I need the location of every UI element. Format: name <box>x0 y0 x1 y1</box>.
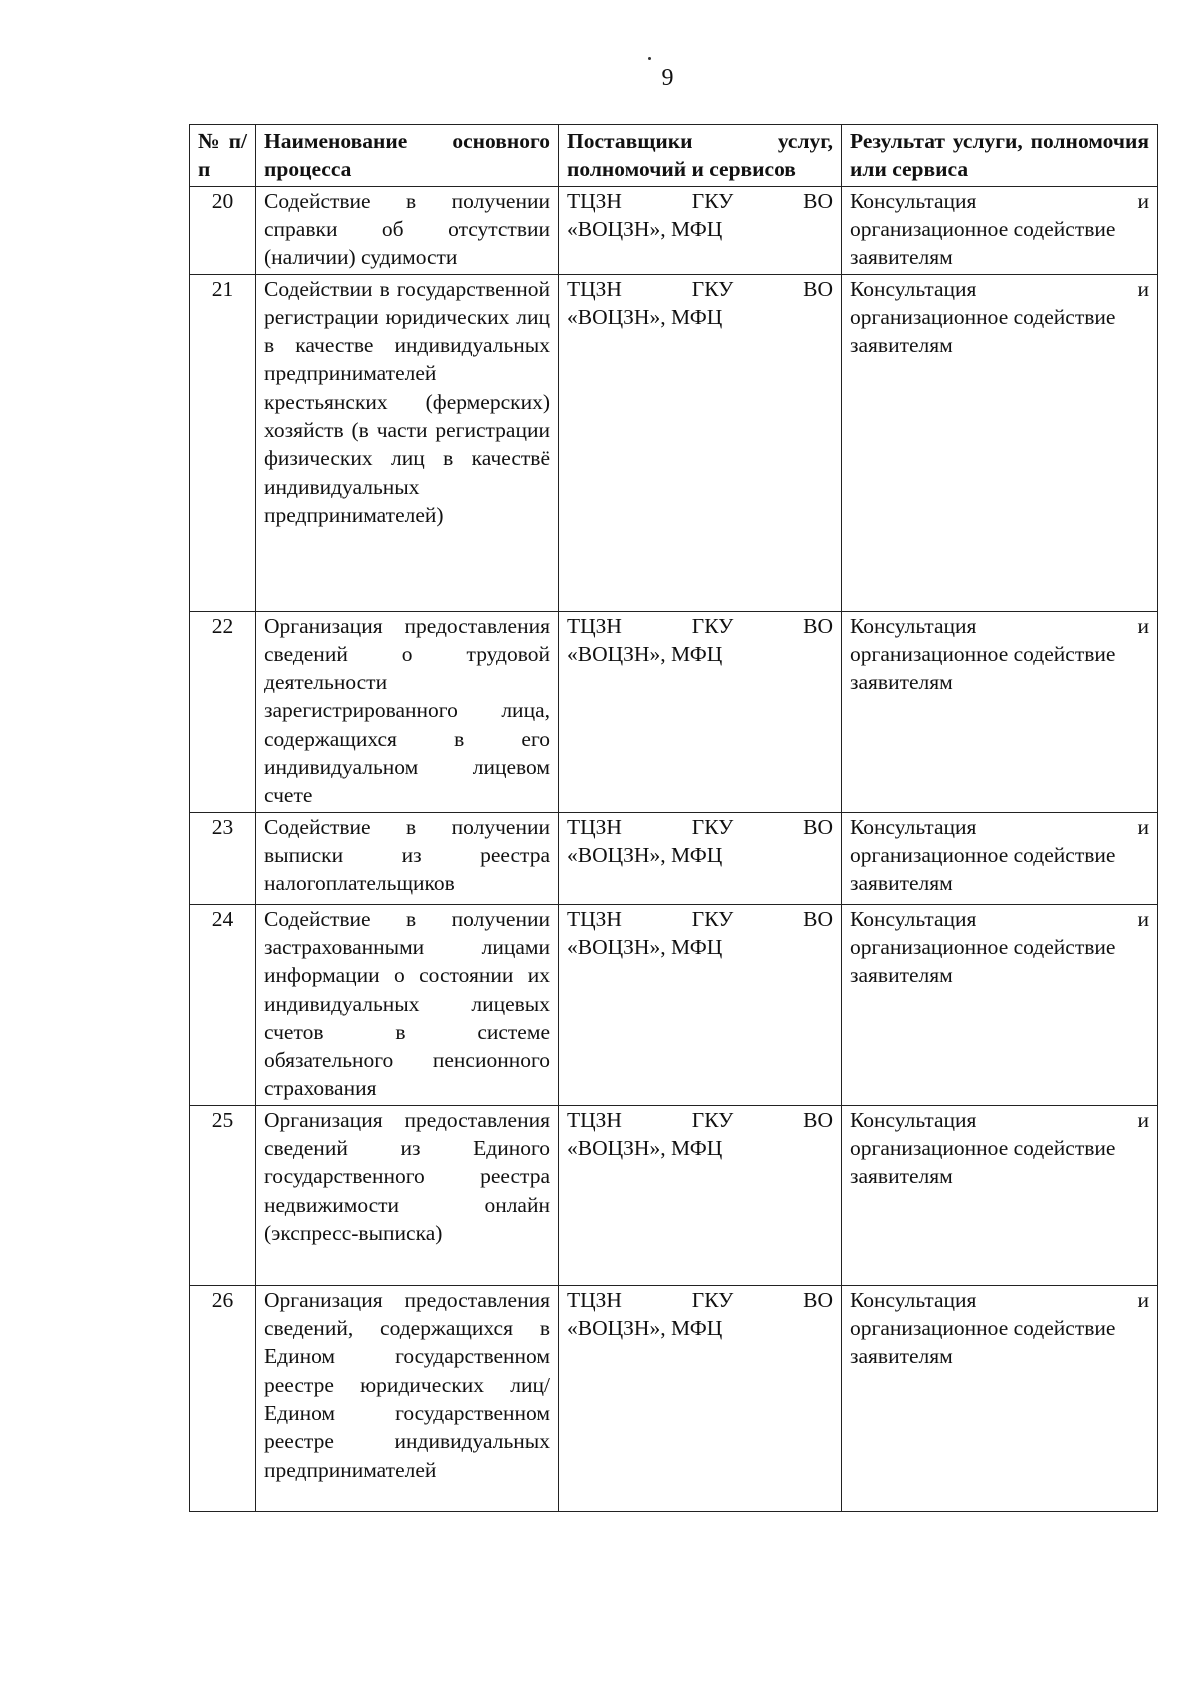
result-cell <box>842 274 1158 611</box>
result-text: организационное содействие заявителям <box>850 641 1116 695</box>
provider-word: ВО <box>803 814 833 839</box>
providers-line: «ВОЦЗН», МФЦ <box>567 641 723 666</box>
table-row <box>190 186 1158 274</box>
provider-word: ГКУ <box>691 188 734 213</box>
row-number: 23 <box>190 812 256 904</box>
process-name: Содействие в получении застрахованными лицами информации о состоянии их индивидуальных лицевых счетов в системе обязательного пенсионного страхования <box>256 904 559 1105</box>
provider-word: ВО <box>803 613 833 638</box>
result-word: и <box>1137 1107 1149 1132</box>
provider-word: ГКУ <box>691 1107 734 1132</box>
header-num: № п/п <box>190 125 256 187</box>
providers-cell <box>559 904 842 1105</box>
result-cell <box>842 1105 1158 1285</box>
row-number: 20 <box>190 186 256 274</box>
table-row <box>190 812 1158 904</box>
provider-word: ГКУ <box>691 1287 734 1312</box>
process-name: Организация предоставления сведений, содержащихся в Едином государственном реестре юридических лиц/Едином государственном реестре индивидуальных предпринимателей <box>256 1285 559 1511</box>
result-word: и <box>1137 613 1149 638</box>
provider-word: ТЦЗН <box>567 814 622 839</box>
provider-word: ГКУ <box>691 613 734 638</box>
providers-line: «ВОЦЗН», МФЦ <box>567 216 723 241</box>
table-row <box>190 904 1158 1105</box>
provider-word: ГКУ <box>691 906 734 931</box>
result-text: организационное содействие заявителям <box>850 304 1116 358</box>
providers-cell <box>559 186 842 274</box>
table-body <box>190 186 1158 1511</box>
result-word: Консультация <box>850 188 977 213</box>
result-cell <box>842 186 1158 274</box>
result-text: организационное содействие заявителям <box>850 1136 1116 1189</box>
result-cell <box>842 904 1158 1105</box>
result-text: организационное содействие заявителям <box>850 842 1116 896</box>
result-line <box>850 275 1149 303</box>
providers-line <box>567 275 833 303</box>
providers-cell <box>559 812 842 904</box>
result-text: организационное содействие заявителям <box>850 934 1116 988</box>
providers-line: «ВОЦЗН», МФЦ <box>567 304 723 329</box>
header-row <box>190 125 1158 187</box>
provider-word: ГКУ <box>691 814 734 839</box>
result-word: и <box>1137 814 1149 839</box>
result-word: и <box>1137 276 1149 301</box>
provider-word: ТЦЗН <box>567 1107 622 1132</box>
providers-line: «ВОЦЗН», МФЦ <box>567 934 723 959</box>
page-number: 9 <box>661 65 674 91</box>
result-line <box>850 187 1149 215</box>
provider-word: ВО <box>803 1107 833 1132</box>
result-word: Консультация <box>850 276 977 301</box>
process-name: Организация предоставления сведений из Единого государственного реестра недвижимости онлайн (экспресс-выписка) <box>256 1105 559 1285</box>
providers-line: «ВОЦЗН», МФЦ <box>567 842 723 867</box>
result-word: Консультация <box>850 814 977 839</box>
result-cell <box>842 611 1158 812</box>
providers-line: «ВОЦЗН», МФЦ <box>567 1316 723 1341</box>
table-row <box>190 1105 1158 1285</box>
result-line <box>850 1106 1149 1134</box>
row-number: 22 <box>190 611 256 812</box>
provider-word: ТЦЗН <box>567 276 622 301</box>
row-number: 25 <box>190 1105 256 1285</box>
result-word: Консультация <box>850 613 977 638</box>
providers-line <box>567 1286 833 1314</box>
providers-line <box>567 813 833 841</box>
result-line <box>850 905 1149 933</box>
result-word: Консультация <box>850 1107 977 1132</box>
provider-word: ГКУ <box>691 276 734 301</box>
table-header <box>190 125 1158 187</box>
scan-speck <box>648 57 651 60</box>
provider-word: ВО <box>803 1287 833 1312</box>
providers-line <box>567 1106 833 1134</box>
services-table <box>189 124 1158 1512</box>
provider-word: ВО <box>803 906 833 931</box>
table-row <box>190 1285 1158 1511</box>
result-text: организационное содействие заявителям <box>850 216 1116 270</box>
row-number: 24 <box>190 904 256 1105</box>
result-word: Консультация <box>850 1287 977 1312</box>
provider-word: ВО <box>803 188 833 213</box>
provider-word: ТЦЗН <box>567 188 622 213</box>
table-row <box>190 611 1158 812</box>
providers-cell <box>559 1105 842 1285</box>
providers-line <box>567 612 833 640</box>
process-name: Содействие в получении выписки из реестра налогоплательщиков <box>256 812 559 904</box>
providers-line: «ВОЦЗН», МФЦ <box>567 1136 723 1161</box>
providers-line <box>567 905 833 933</box>
providers-cell <box>559 1285 842 1511</box>
provider-word: ТЦЗН <box>567 1287 622 1312</box>
header-providers: Поставщики услуг, полномочий и сервисов <box>559 125 842 187</box>
provider-word: ВО <box>803 276 833 301</box>
result-text: организационное содействие заявителям <box>850 1316 1116 1369</box>
result-word: и <box>1137 188 1149 213</box>
process-name: Содействии в государственной регистрации юридических лиц в качестве индивидуальных предпринимателей крестьянских (фермерских) хозяйств (в части регистрации физических лиц в качествё индивидуальных предпринимателей) <box>256 274 559 611</box>
process-name: Организация предоставления сведений о трудовой деятельности зарегистрированного лица, содержащихся в его индивидуальном лицевом счете <box>256 611 559 812</box>
result-word: и <box>1137 906 1149 931</box>
provider-word: ТЦЗН <box>567 906 622 931</box>
table-row <box>190 274 1158 611</box>
result-line <box>850 1286 1149 1314</box>
result-word: Консультация <box>850 906 977 931</box>
result-cell <box>842 812 1158 904</box>
row-number: 26 <box>190 1285 256 1511</box>
result-word: и <box>1137 1287 1149 1312</box>
providers-line <box>567 187 833 215</box>
provider-word: ТЦЗН <box>567 613 622 638</box>
result-line <box>850 813 1149 841</box>
header-process: Наименование основного процесса <box>256 125 559 187</box>
result-line <box>850 612 1149 640</box>
providers-cell <box>559 611 842 812</box>
providers-cell <box>559 274 842 611</box>
row-number: 21 <box>190 274 256 611</box>
header-result: Результат услуги, полномочия или сервиса <box>842 125 1158 187</box>
result-cell <box>842 1285 1158 1511</box>
process-name: Содействие в получении справки об отсутствии (наличии) судимости <box>256 186 559 274</box>
